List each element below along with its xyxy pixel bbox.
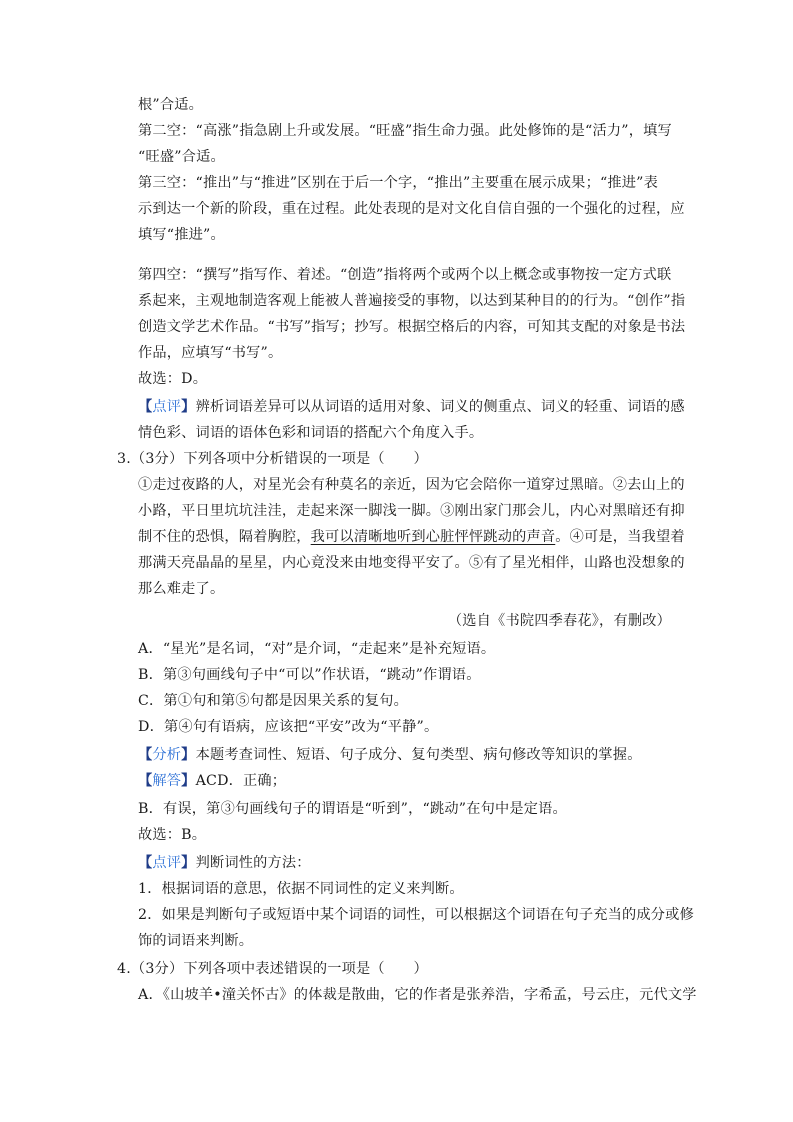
text-line: 创造文学艺术作品。“书写”指写；抄写。根据空格后的内容，可知其支配的对象是书法	[138, 319, 686, 335]
comment-line	[138, 398, 685, 416]
passage-line: 小路，平日里坑坑洼洼，走起来深一脚浅一脚。③刚出家门那会儿，内心对黑暗还有抑	[138, 503, 685, 519]
text-line: 根”合适。	[138, 97, 204, 113]
option-c: C．第①句和第⑤句都是因果关系的复句。	[138, 693, 409, 709]
text-line: “旺盛”合适。	[138, 149, 225, 165]
passage-line: ①走过夜路的人，对星光会有种莫名的亲近，因为它会陪你一道穿过黑暗。②去山上的	[138, 477, 685, 493]
solution-tag: 解答	[152, 773, 182, 789]
tag-open: 【	[138, 773, 153, 789]
passage-line	[138, 528, 685, 546]
tag-close: 】	[181, 399, 196, 415]
tag-close: 】	[181, 773, 196, 789]
text-line: 第三空：“推出”与“推进”区别在于后一个字，“推出”主要重在展示成果；“推进”表	[138, 175, 659, 191]
option-a: A．“星光”是名词，“对”是介词，“走起来”是补充短语。	[138, 641, 496, 657]
method-1: 1．根据词语的意思，依据不同词性的定义来判断。	[138, 881, 464, 897]
tag-open: 【	[138, 747, 153, 763]
comment-line	[138, 854, 311, 872]
passage-line: 那满天亮晶晶的星星，内心竟没来由地变得平安了。⑤有了星光相伴，山路也没想象的	[138, 555, 685, 571]
passage-text: 制不住的恐惧，隔着胸腔，	[138, 529, 311, 545]
question-4-title: 4.（3分）下列各项中表述错误的一项是（ ）	[117, 961, 428, 977]
comment-text: 辨析词语差异可以从词语的适用对象、词义的侧重点、词义的轻重、词语的感	[195, 399, 685, 415]
text-line: 第二空：“高涨”指急剧上升或发展。“旺盛”指生命力强。此处修饰的是“活力”，填写	[138, 123, 672, 139]
tag-close: 】	[181, 747, 196, 763]
text-line: 第四空：“撰写”指写作、着述。“创造”指将两个或两个以上概念或事物按一定方式联	[138, 267, 672, 283]
comment-text: 判断词性的方法：	[195, 855, 311, 871]
text-line: B．有误，第③句画线句子的谓语是“听到”，“跳动”在句中是定语。	[138, 801, 567, 817]
text-line: 填写“推进”。	[138, 227, 225, 243]
text-line: 系起来，主观地制造客观上能被人普遍接受的事物，以达到某种目的的行为。“创作”指	[138, 293, 686, 309]
answer-line: 故选：D。	[138, 371, 208, 387]
passage-line: 那么难走了。	[138, 581, 225, 597]
comment-tag: 点评	[152, 399, 182, 415]
option-a: A．《山坡羊•潼关怀古》的体裁是散曲，它的作者是张养浩，字希孟，号云庄，元代文学	[138, 987, 697, 1003]
underlined-sentence: 我可以清晰地听到心脏怦怦跳动的声音	[310, 529, 556, 545]
analysis-tag: 分析	[152, 747, 182, 763]
option-b: B．第③句画线句子中“可以”作状语，“跳动”作谓语。	[138, 667, 481, 683]
passage-text: 。④可是，当我望着	[555, 529, 685, 545]
comment-tag: 点评	[152, 855, 182, 871]
answer-line: 故选：B。	[138, 827, 207, 843]
option-d: D．第④句有语病，应该把“平安”改为“平静”。	[138, 719, 439, 735]
text-line: 情色彩、词语的语体色彩和词语的搭配六个角度入手。	[138, 425, 484, 441]
tag-open: 【	[138, 855, 153, 871]
analysis-text: 本题考查词性、短语、句子成分、复句类型、病句修改等知识的掌握。	[195, 747, 642, 763]
question-3-title: 3.（3分）下列各项中分析错误的一项是（ ）	[117, 451, 428, 467]
text-line: 示到达一个新的阶段，重在过程。此处表现的是对文化自信自强的一个强化的过程，应	[138, 201, 685, 217]
tag-open: 【	[138, 399, 153, 415]
source-citation: （选自《书院四季春花》，有删改）	[447, 613, 671, 629]
tag-close: 】	[181, 855, 196, 871]
solution-line	[138, 772, 286, 790]
analysis-line	[138, 746, 642, 764]
text-line: 作品，应填写“书写”。	[138, 345, 283, 361]
text-line: 饰的词语来判断。	[138, 933, 254, 949]
solution-text: ACD．正确；	[195, 773, 287, 789]
method-2: 2．如果是判断句子或短语中某个词语的词性，可以根据这个词语在句子充当的成分或修	[138, 907, 694, 923]
